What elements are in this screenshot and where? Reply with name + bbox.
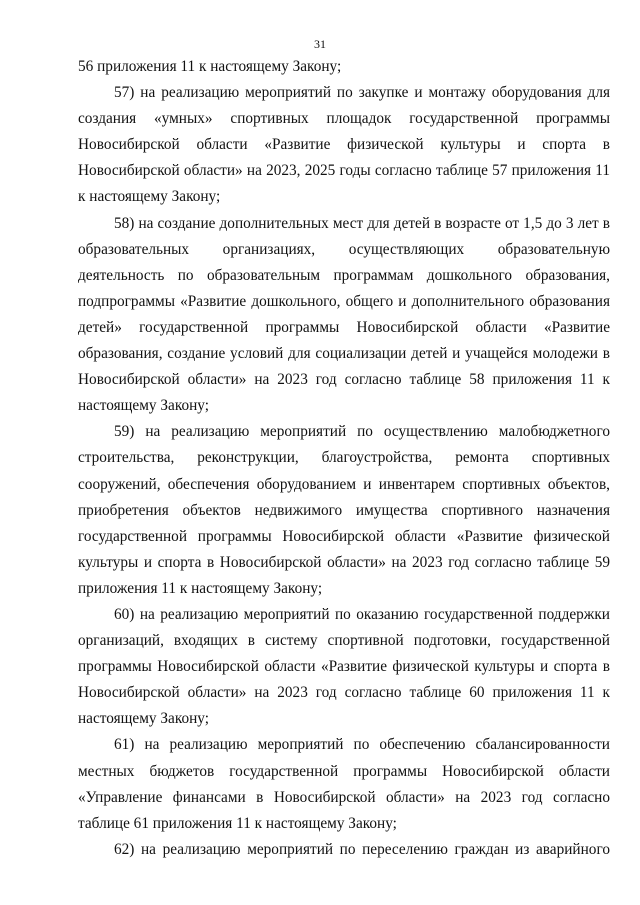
paragraph-item-59: 59) на реализацию мероприятий по осуществлению малобюджетного строительства, реконструкции, благоустройства, ремонта спортивных сооружений, обеспечения оборудованием и инвентарем спортивных объектов, приобретения объектов недвижимого имущества спортивного назначения государственной программы Новосибирской области «Развитие физической культуры и спорта в Новосибирской области» на 2023 год согласно таблице 59 приложения 11 к настоящему Закону; [78,423,610,597]
paragraph-item-61: 61) на реализацию мероприятий по обеспечению сбалансированности местных бюджетов государственной программы Новосибирской области «Управление финансами в Новосибирской области» на 2023 год согласно таблице 61 приложения 11 к настоящему Закону; [78,736,610,832]
paragraph-continuation: 56 приложения 11 к настоящему Закону; [78,58,342,75]
page-number: 31 [314,37,326,51]
paragraph-item-62: 62) на реализацию мероприятий по переселению граждан из аварийного [114,840,610,858]
paragraph-item-60: 60) на реализацию мероприятий по оказанию государственной поддержки организаций, входящих в систему спортивной подготовки, государственной программы Новосибирской области «Развитие физической культуры и спорта в Новосибирской области» на 2023 год согласно таблице 60 приложения 11 к настоящему Закону; [78,605,610,728]
document-body [78,54,610,863]
paragraph-item-58: 58) на создание дополнительных мест для детей в возрасте от 1,5 до 3 лет в образовательных организациях, осуществляющих образовательную деятельность по образовательным программам дошкольного образования, подпрограммы «Развитие дошкольного, общего и дополнительного образования детей» государственной программы Новосибирской области «Развитие образования, создание условий для социализации детей и учащейся молодежи в Новосибирской области» на 2023 год согласно таблице 58 приложения 11 к настоящему Закону; [78,214,610,415]
paragraph-item-57: 57) на реализацию мероприятий по закупке и монтажу оборудования для создания «умных» спортивных площадок государственной программы Новосибирской области «Развитие физической культуры и спорта в Новосибирской области» на 2023, 2025 годы согласно таблице 57 приложения 11 к настоящему Закону; [78,84,610,206]
